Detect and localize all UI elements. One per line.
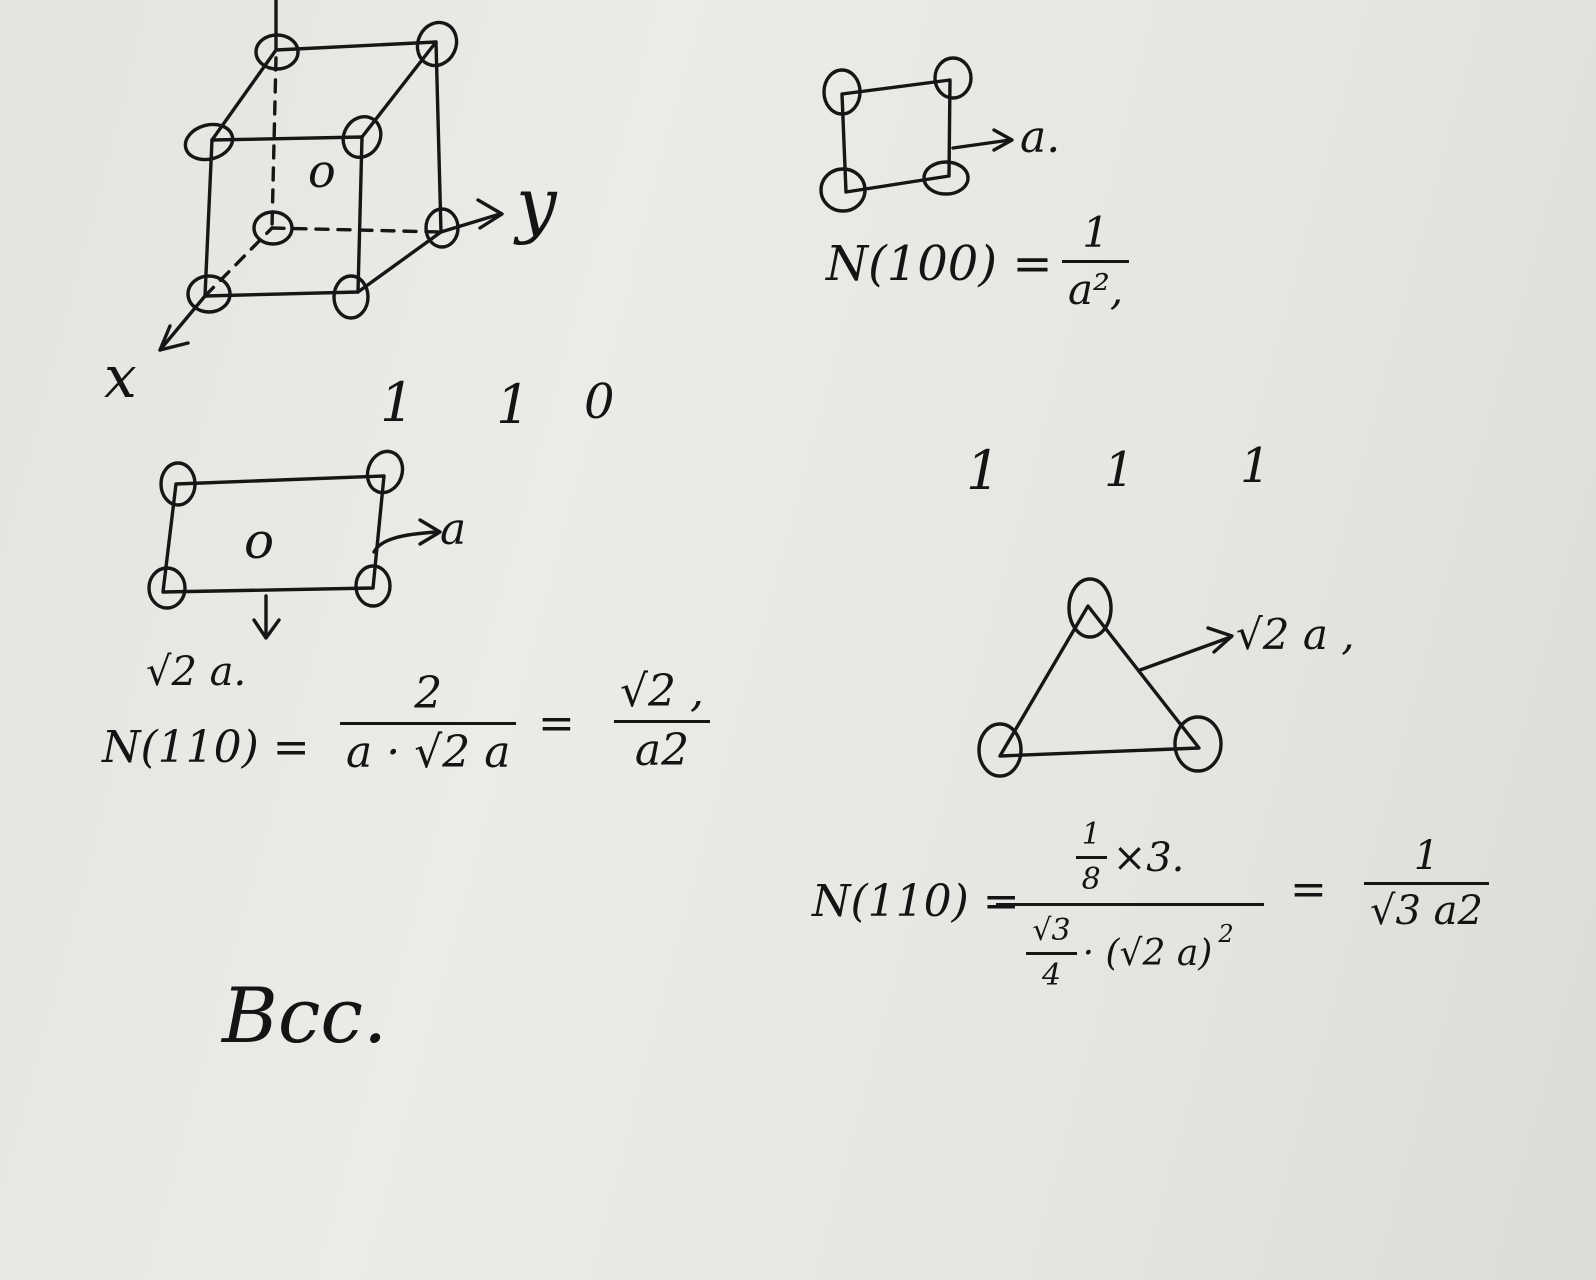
- numerator-small-fraction: [1076, 817, 1107, 897]
- cube-edge-top-right: [362, 42, 436, 137]
- z-axis-hidden: [272, 58, 276, 228]
- plane-100-side-label: a.: [1020, 112, 1061, 163]
- x-axis-line: [160, 296, 205, 350]
- plane-111-side-label: √2 a ,: [1236, 610, 1355, 659]
- cube-hidden-back-bottom: [272, 228, 441, 232]
- arrow-line: [374, 532, 438, 552]
- plane-111-triangle: [1000, 606, 1199, 756]
- plane-110-result-numerator: √2 ,: [620, 666, 705, 717]
- cube-center-atom: o: [308, 144, 336, 198]
- axis-x-label: x: [104, 343, 137, 411]
- numerator-frac-top: 1: [1081, 817, 1101, 852]
- denom-frac-bottom: 4: [1041, 958, 1062, 993]
- plane-110-fraction: [340, 668, 516, 778]
- axis-y-label: y: [516, 162, 557, 246]
- plane-110-formula-lhs: N(110) =: [102, 722, 310, 773]
- lattice-type-label: Bcc.: [222, 971, 388, 1060]
- denominator-small-fraction: [1026, 913, 1076, 993]
- atom-corner: [149, 568, 185, 608]
- plane-111-index-k: 1: [1104, 442, 1135, 498]
- plane-110-numerator: 2: [414, 668, 443, 719]
- plane-110-result: [614, 666, 710, 776]
- plane-111-equals: =: [1290, 864, 1327, 915]
- plane-110-drawing: [149, 446, 440, 638]
- cube-edge-hidden: [205, 228, 272, 296]
- denominator-exponent: 2: [1218, 919, 1234, 948]
- plane-111-fraction: [996, 817, 1264, 993]
- plane-111-drawing: [979, 579, 1232, 776]
- plane-111-result-numerator: 1: [1413, 833, 1440, 879]
- atom-corner: [334, 276, 368, 318]
- plane-110-index-k: 1: [496, 373, 531, 436]
- plane-111-result-denominator: √3 a2: [1370, 888, 1483, 934]
- plane-100-fraction: [1062, 208, 1129, 314]
- y-axis-line: [441, 214, 500, 232]
- plane-110-index-h: 1: [380, 371, 415, 434]
- plane-110-index-l: 0: [584, 374, 615, 430]
- plane-111-result: [1364, 833, 1489, 934]
- plane-100-formula-lhs: N(100) =: [826, 236, 1053, 292]
- plane-100-denominator: a²,: [1068, 265, 1124, 314]
- plane-110-bottom-label: √2 a.: [146, 649, 247, 695]
- fraction-bar: [996, 903, 1264, 906]
- atom-corner: [181, 119, 236, 164]
- plane-110-center-atom: o: [244, 512, 275, 570]
- denom-frac-top: √3: [1032, 913, 1071, 948]
- denominator-tail: · (√2 a): [1082, 932, 1213, 974]
- plane-110-result-denominator: a2: [634, 725, 690, 776]
- atom-corner: [979, 724, 1021, 776]
- numerator-frac-bottom: 8: [1081, 862, 1101, 897]
- plane-100-drawing: [821, 58, 1012, 211]
- atom-corner: [935, 58, 971, 98]
- arrow-line: [1140, 638, 1228, 670]
- plane-111-index-l: 1: [1240, 438, 1271, 494]
- plane-110-side-label: a: [440, 504, 467, 555]
- plane-111-index-h: 1: [966, 439, 1001, 502]
- plane-110-equals: =: [538, 698, 575, 749]
- plane-100-numerator: 1: [1082, 208, 1109, 257]
- numerator-tail: ×3.: [1112, 834, 1185, 881]
- plane-110-denominator: a · √2 a: [346, 727, 511, 778]
- plane-111-formula-lhs: N(110) =: [812, 876, 1020, 927]
- atom-corner: [362, 446, 408, 497]
